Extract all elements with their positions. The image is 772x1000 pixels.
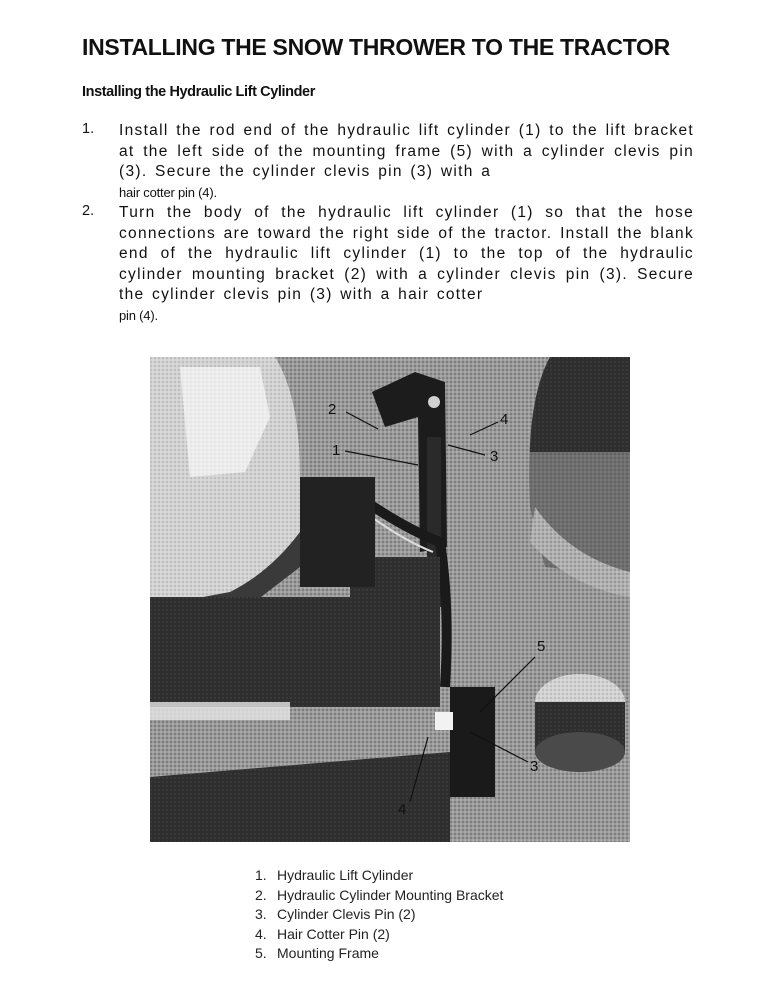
legend-item — [255, 944, 503, 964]
section-heading: Installing the Hydraulic Lift Cylinder — [82, 84, 315, 100]
page-title: INSTALLING THE SNOW THROWER TO THE TRACTOR — [82, 34, 670, 60]
legend-label: Mounting Frame — [277, 945, 379, 961]
legend-label: Hydraulic Cylinder Mounting Bracket — [277, 886, 504, 903]
callout-label: 3 — [530, 758, 539, 775]
legend-item — [255, 925, 503, 945]
legend-label: Hydraulic Lift Cylinder — [277, 867, 414, 883]
step-text — [119, 121, 694, 203]
clevis-pin — [435, 712, 453, 730]
callout-label: 4 — [500, 411, 509, 428]
legend-number: 4. — [255, 925, 267, 942]
legend-item — [255, 866, 503, 886]
installation-photo — [150, 357, 630, 842]
snow-thrower-housing — [490, 452, 630, 672]
callout-label: 5 — [537, 638, 546, 655]
frame-highlight — [150, 702, 290, 720]
frame-shadow — [150, 597, 350, 712]
legend-item — [255, 905, 503, 925]
legend-number: 3. — [255, 906, 267, 922]
bracket-hole — [428, 396, 440, 408]
callout-label: 4 — [398, 801, 407, 818]
callout-label: 1 — [332, 442, 341, 459]
legend-number: 2. — [255, 886, 267, 903]
callout-label: 3 — [490, 448, 499, 465]
parts-legend — [255, 866, 503, 964]
step-body: Turn the body of the hydraulic lift cylinder (1) so that the hose connections are toward the right side of the tractor. Install the blank end of the hydraulic lift cylinder (1) to the top of the hydraulic cylinder mounting bracket (2) with a cylinder clevis pin (3). Secure the cylinder clevis pin (3) with a hair cotter — [119, 204, 694, 303]
step-tail: hair cotter pin (4). — [119, 184, 217, 200]
lift-bracket — [300, 477, 375, 587]
instruction-steps — [82, 121, 694, 326]
callout-label: 2 — [328, 401, 337, 418]
legend-number: 5. — [255, 945, 267, 961]
step-text — [119, 203, 694, 326]
step-tail: pin (4). — [119, 307, 158, 323]
legend-label: Hair Cotter Pin (2) — [277, 925, 390, 942]
legend-label: Cylinder Clevis Pin (2) — [277, 906, 416, 922]
instruction-step — [82, 121, 694, 203]
step-body: Install the rod end of the hydraulic lift cylinder (1) to the lift bracket at the left side of the mounting frame (5) with a cylinder clevis pin (3). Secure the cylinder clevis pin (3) with a — [119, 122, 694, 180]
instruction-step — [82, 203, 694, 326]
step-number: 2. — [82, 203, 95, 219]
legend-number: 1. — [255, 867, 267, 883]
step-number: 1. — [82, 121, 95, 137]
auger-end — [535, 732, 625, 772]
legend-item — [255, 886, 503, 906]
